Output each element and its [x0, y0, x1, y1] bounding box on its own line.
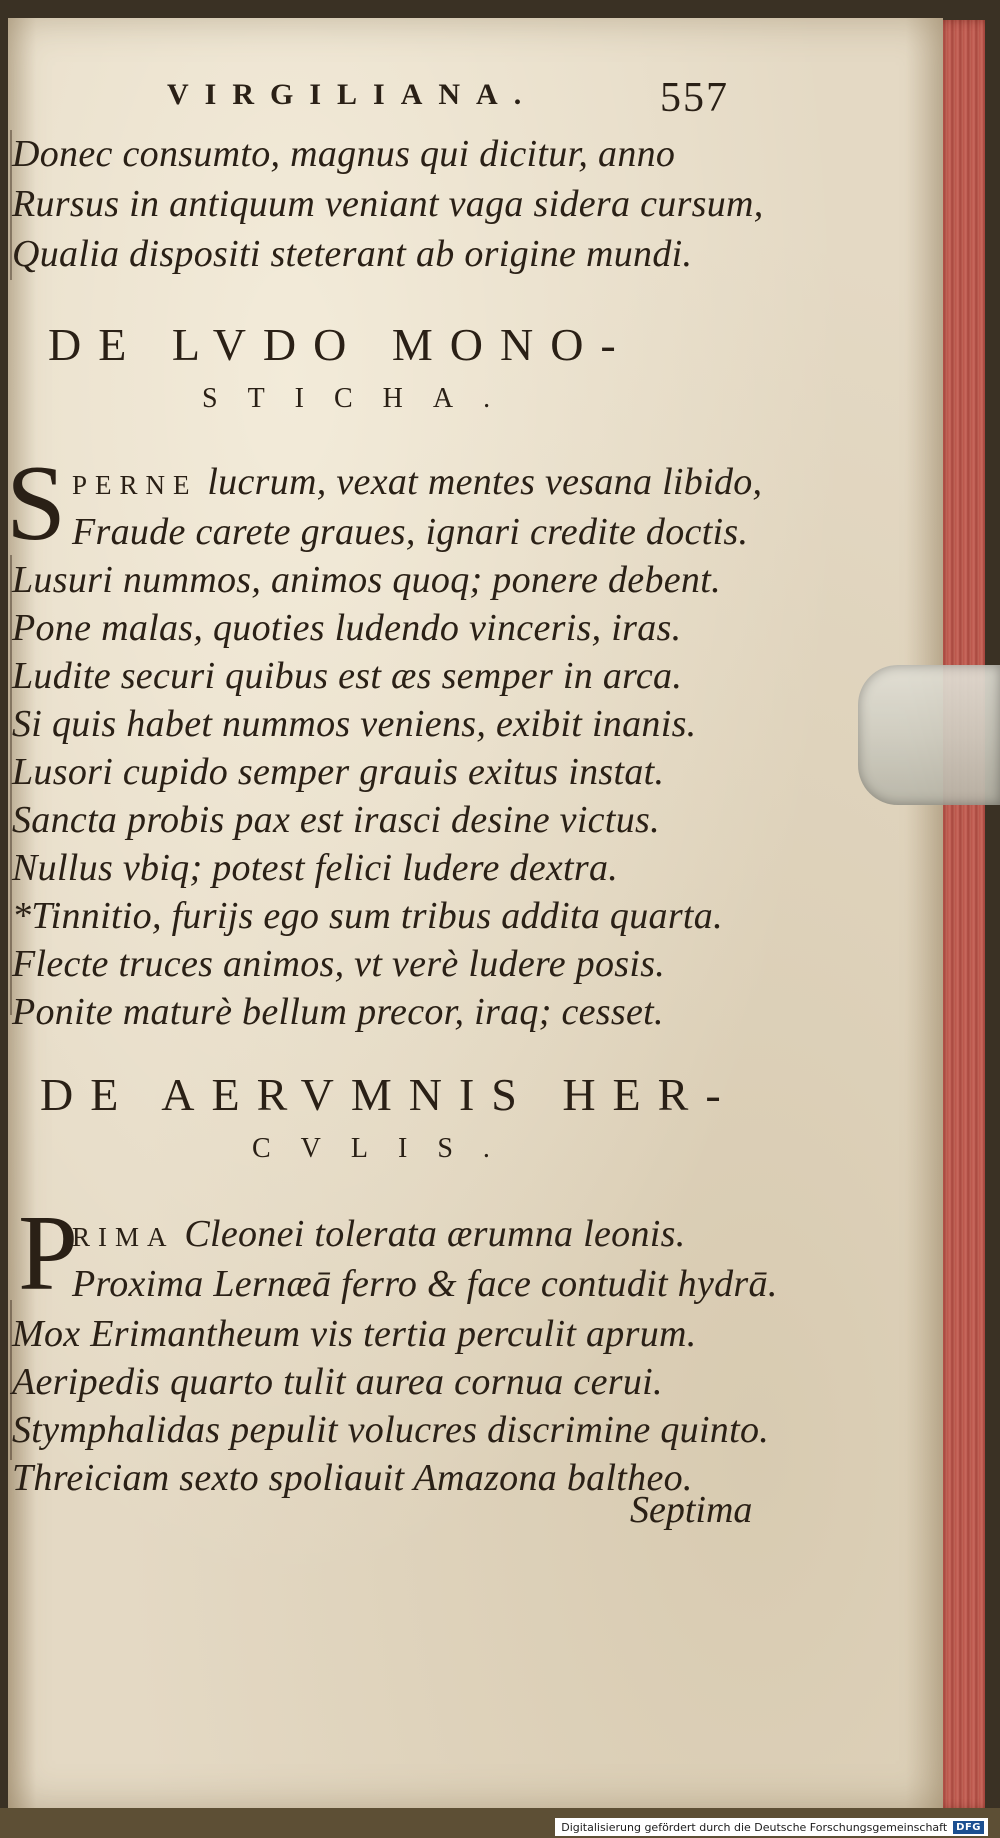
running-title: VIRGILIANA.: [167, 78, 538, 111]
verse-line: Lusori cupido semper grauis exitus instat.: [12, 751, 665, 793]
verse-line: Stymphalidas pepulit volucres discrimine quinto.: [12, 1409, 770, 1451]
page-header: [155, 74, 755, 134]
verse-line: Sancta probis pax est irasci desine victus.: [12, 799, 660, 841]
digitization-credit: [555, 1818, 988, 1836]
section-heading-ludo-line1: DE LVDO MONO-: [48, 319, 633, 370]
verse-line: Nullus vbiq; potest felici ludere dextra.: [12, 847, 619, 889]
section-heading-aerumnis-line2: CVLIS.: [252, 1133, 520, 1164]
page-clip: [858, 665, 1000, 805]
verse-line-first: [72, 460, 762, 504]
verse-line: Si quis habet nummos veniens, exibit inanis.: [12, 703, 697, 745]
verse-line: Rursus in antiquum veniant vaga sidera cursum,: [12, 183, 764, 225]
page-number: 557: [660, 75, 729, 121]
verse-line: Fraude carete graues, ignari credite doctis.: [72, 511, 749, 553]
verse-line: Mox Erimantheum vis tertia perculit aprum.: [12, 1313, 697, 1355]
verse-line-rest: lucrum, vexat mentes vesana libido,: [207, 461, 763, 503]
verse-line: Lusuri nummos, animos quoq; ponere debent.: [12, 559, 721, 601]
verse-line: Pone malas, quoties ludendo vinceris, iras.: [12, 607, 682, 649]
drop-cap-p: P: [18, 1194, 79, 1313]
verse-line: Qualia dispositi steterant ab origine mundi.: [12, 233, 693, 275]
section-heading-ludo-line2: STICHA.: [202, 383, 521, 414]
verse-line: Threiciam sexto spoliauit Amazona baltheo.: [12, 1457, 693, 1499]
verse-line: *Tinnitio, furijs ego sum tribus addita quarta.: [12, 895, 723, 937]
dfg-logo: DFG: [953, 1821, 984, 1834]
verse-line: Donec consumto, magnus qui dicitur, anno: [12, 133, 676, 175]
verse-line: Ludite securi quibus est æs semper in arca.: [12, 655, 683, 697]
verse-line-rest: Cleonei tolerata ærumna leonis.: [184, 1213, 686, 1255]
verse-line: Flecte truces animos, vt verè ludere posis.: [12, 943, 666, 985]
drop-cap-s: S: [6, 444, 67, 563]
verse-line-first: [72, 1212, 686, 1256]
verse-line: Proxima Lernæā ferro & face contudit hydrā.: [72, 1263, 778, 1305]
catchword: Septima: [630, 1489, 753, 1531]
verse-line: Ponite maturè bellum precor, iraq; cesset.: [12, 991, 664, 1033]
verse-line: Aeripedis quarto tulit aurea cornua cerui.: [12, 1361, 663, 1403]
small-caps-word: RIMA: [72, 1222, 175, 1252]
section-heading-aerumnis-line1: DE AERVMNIS HER-: [40, 1069, 738, 1120]
small-caps-word: PERNE: [72, 470, 198, 500]
credit-text: Digitalisierung gefördert durch die Deutsche Forschungsgemeinschaft: [561, 1820, 948, 1834]
